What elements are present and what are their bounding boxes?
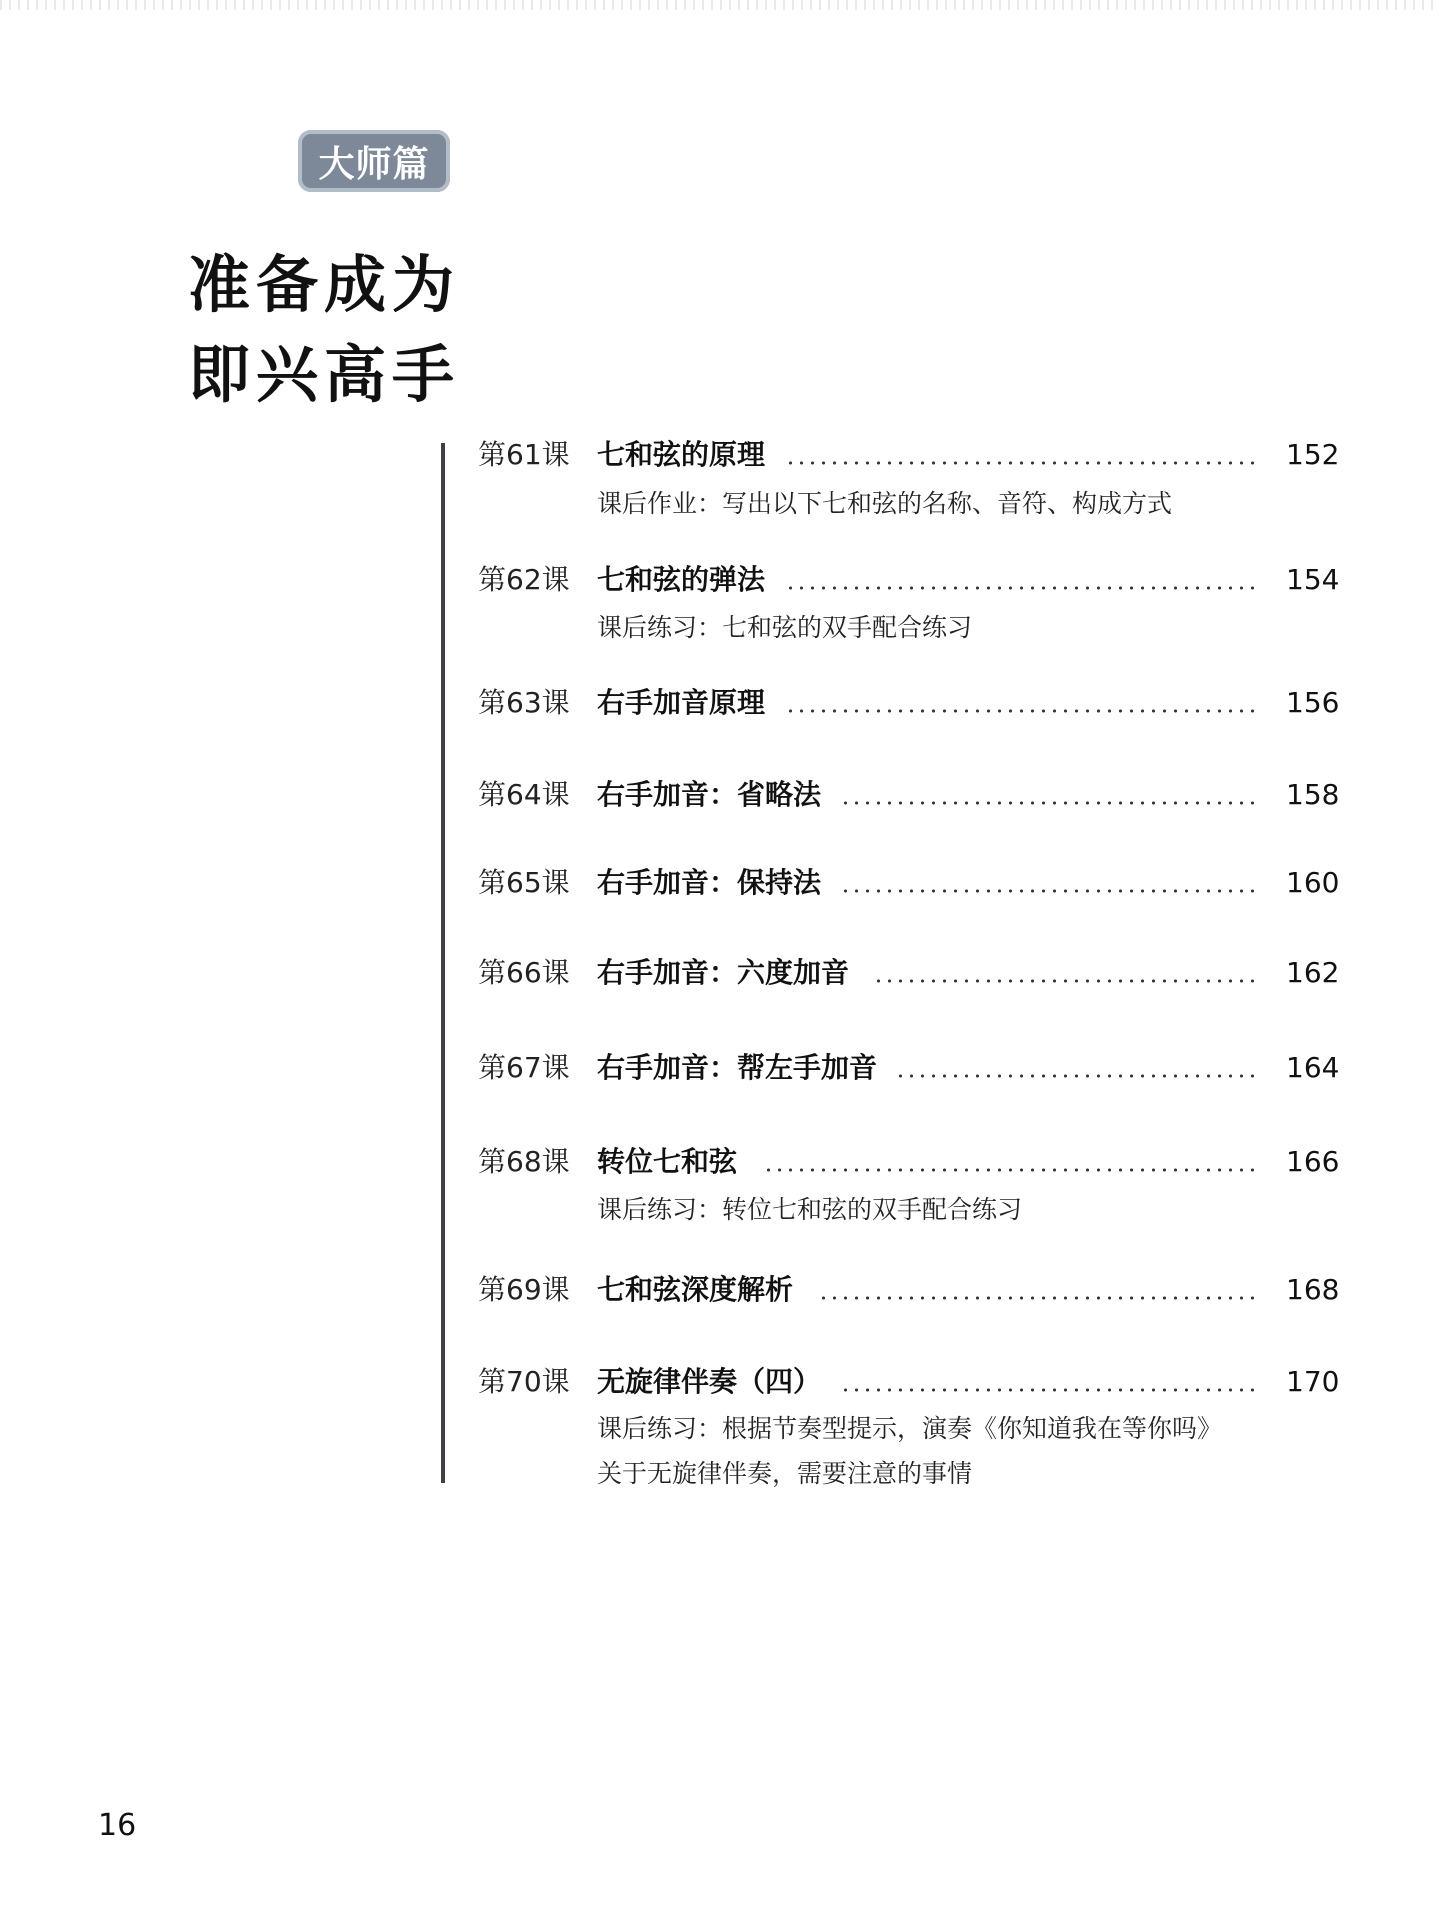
lesson-number: 第61课 — [478, 438, 570, 471]
dot-leader — [787, 709, 1258, 713]
page-ref: 170 — [1286, 1365, 1340, 1398]
page-ref: 166 — [1286, 1145, 1340, 1178]
lesson-note: 关于无旋律伴奏，需要注意的事情 — [597, 1459, 973, 1488]
toc-entry-64[interactable] — [0, 773, 1440, 817]
lesson-title: 七和弦深度解析 — [597, 1273, 794, 1306]
page-title-line-2: 即兴高手 — [188, 338, 461, 411]
toc-entry-62[interactable] — [0, 558, 1440, 602]
lesson-number: 第68课 — [478, 1145, 570, 1178]
lesson-number: 第70课 — [478, 1365, 570, 1398]
dot-leader — [843, 1388, 1258, 1392]
lesson-number: 第69课 — [478, 1273, 570, 1306]
lesson-title: 右手加音：帮左手加音 — [597, 1051, 878, 1084]
page-title-line-1: 准备成为 — [188, 248, 461, 321]
lesson-number: 第63课 — [478, 686, 570, 719]
dot-leader — [843, 889, 1258, 893]
page-ref: 160 — [1286, 866, 1340, 899]
toc-entry-65[interactable] — [0, 861, 1440, 905]
dot-leader — [815, 1296, 1258, 1300]
page-ref: 168 — [1286, 1273, 1340, 1306]
page-ref: 156 — [1286, 686, 1340, 719]
dot-leader — [759, 1168, 1258, 1172]
lesson-note: 课后作业：写出以下七和弦的名称、音符、构成方式 — [597, 489, 1173, 518]
dot-leader — [899, 1074, 1258, 1078]
toc-entry-67[interactable] — [0, 1046, 1440, 1090]
lesson-title: 右手加音：省略法 — [597, 778, 822, 811]
lesson-title: 右手加音：保持法 — [597, 866, 822, 899]
toc-entry-68[interactable] — [0, 1140, 1440, 1184]
lesson-title: 七和弦的原理 — [597, 438, 766, 471]
page-ref: 164 — [1286, 1051, 1340, 1084]
page-top-edge — [0, 0, 1440, 10]
lesson-title: 无旋律伴奏（四） — [597, 1365, 822, 1398]
toc-entry-66[interactable] — [0, 951, 1440, 995]
dot-leader — [843, 801, 1258, 805]
toc-entry-61[interactable] — [0, 433, 1440, 477]
dot-leader — [787, 586, 1258, 590]
toc-entry-63[interactable] — [0, 681, 1440, 725]
dot-leader — [787, 461, 1258, 465]
toc-entry-69[interactable] — [0, 1268, 1440, 1312]
lesson-title: 右手加音原理 — [597, 686, 766, 719]
lesson-title: 七和弦的弹法 — [597, 563, 766, 596]
lesson-note: 课后练习：转位七和弦的双手配合练习 — [597, 1195, 1023, 1224]
dot-leader — [871, 979, 1258, 983]
page-ref: 162 — [1286, 956, 1340, 989]
section-badge: 大师篇 — [298, 130, 450, 192]
lesson-number: 第62课 — [478, 563, 570, 596]
lesson-note: 课后练习：七和弦的双手配合练习 — [597, 613, 973, 642]
lesson-title: 右手加音：六度加音 — [597, 956, 850, 989]
lesson-number: 第66课 — [478, 956, 570, 989]
page-ref: 154 — [1286, 563, 1340, 596]
lesson-number: 第65课 — [478, 866, 570, 899]
page-ref: 158 — [1286, 778, 1340, 811]
page-ref: 152 — [1286, 438, 1340, 471]
lesson-note: 课后练习：根据节奏型提示，演奏《你知道我在等你吗》 — [597, 1414, 1223, 1443]
page-number: 16 — [98, 1808, 137, 1843]
lesson-number: 第64课 — [478, 778, 570, 811]
lesson-title: 转位七和弦 — [597, 1145, 738, 1178]
lesson-number: 第67课 — [478, 1051, 570, 1084]
toc-entry-70[interactable] — [0, 1360, 1440, 1404]
